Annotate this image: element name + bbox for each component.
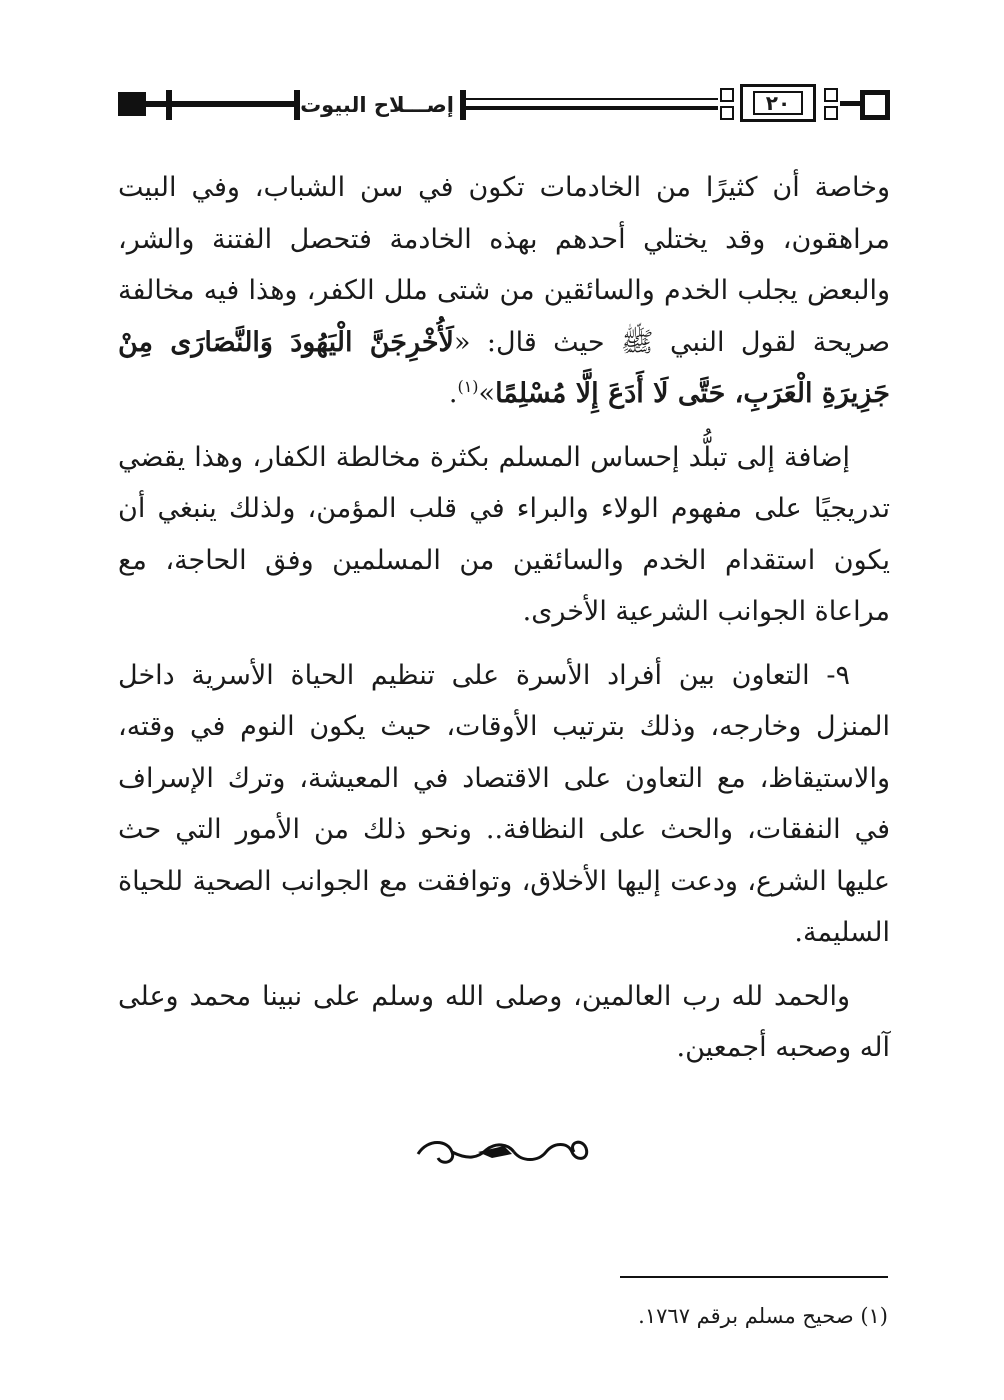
footnote: (١) صحيح مسلم برقم ١٧٦٧. (638, 1304, 888, 1328)
footnote-separator (620, 1276, 888, 1278)
paragraph-1 (118, 162, 890, 420)
page-header (118, 84, 890, 126)
header-right-square-icon (860, 90, 890, 120)
frame-knot-icon (824, 106, 838, 120)
quote-close: » (478, 378, 496, 409)
header-double-line-top (466, 98, 718, 100)
header-double-line-bottom (466, 106, 718, 110)
page-number: ٢٠ (753, 91, 803, 115)
paragraph-1-text: وخاصة أن كثيرًا من الخادمات تكون في سن الشباب، وفي البيت مراهقون، وقد يختلي أحدهم بهذه الخادمة فتحصل الفتنة والشر، والبعض يجلب الخدم والسائقين من شتى ملل الكفر، وهذا فيه مخالفة صريحة لقول النبي ﷺ حيث قال: « (118, 172, 890, 358)
page-body (118, 162, 890, 1074)
paragraph-3: ٩- التعاون بين أفراد الأسرة على تنظيم الحياة الأسرية داخل المنزل وخارجه، وذلك بترتيب الأوقات، حيث يكون النوم في وقته، والاستيقاظ، مع التعاون على الاقتصاد في المعيشة، وترك الإسراف في النفقات، والحث على النظافة.. ونحو ذلك من الأمور التي حث عليها الشرع، ودعت إليها الأخلاق، وتوافقت مع الجوانب الصحية للحياة السليمة. (118, 659, 890, 948)
hadith-quote: لَأُخْرِجَنَّ الْيَهُودَ وَالنَّصَارَى مِنْ جَزِيرَةِ الْعَرَبِ، حَتَّى لَا أَدَعَ إِلَّا مُسْلِمًا (118, 326, 890, 409)
header-left-line (172, 101, 296, 107)
frame-knot-icon (720, 88, 734, 102)
footnote-ref: (١) (457, 377, 479, 396)
paragraph-1-end: . (448, 378, 458, 409)
header-title-bar-right (460, 90, 466, 120)
frame-knot-icon (824, 88, 838, 102)
header-left-block-icon (118, 92, 146, 116)
header-left-stub-line (146, 101, 166, 107)
frame-knot-icon (720, 106, 734, 120)
decorative-swirl-ornament-icon (408, 1130, 594, 1174)
page-number-frame (740, 84, 816, 122)
paragraph-4: والحمد لله رب العالمين، وصلى الله وسلم على نبينا محمد وعلى آله وصحبه أجمعين. (118, 980, 890, 1063)
running-title: إصـــلاح البيوت (300, 93, 454, 117)
paragraph-2: إضافة إلى تبلُّد إحساس المسلم بكثرة مخالطة الكفار، وهذا يقضي تدريجيًا على مفهوم الولاء والبراء في قلب المؤمن، ولذلك ينبغي أن يكون استقدام الخدم والسائقين من المسلمين وفق الحاجة، مع مراعاة الجوانب الشرعية الأخرى. (118, 441, 890, 627)
